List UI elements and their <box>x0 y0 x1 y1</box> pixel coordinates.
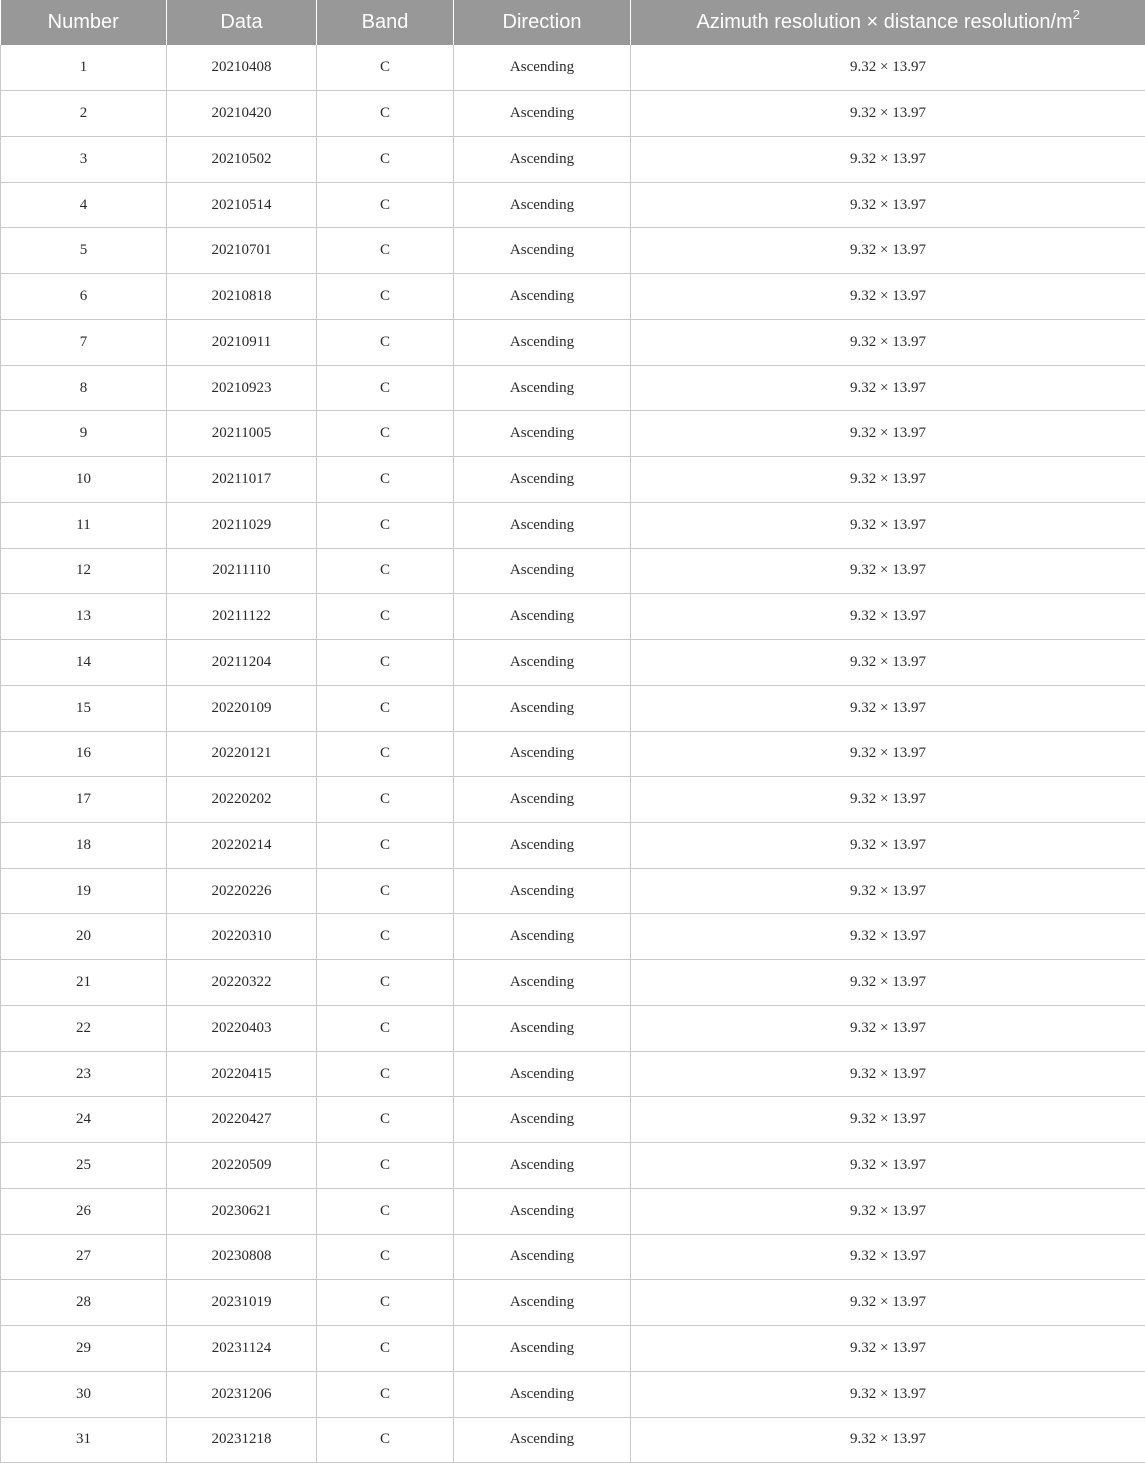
cell-band: C <box>317 274 454 320</box>
cell-number: 28 <box>1 1280 167 1326</box>
cell-resolution: 9.32 × 13.97 <box>631 1143 1145 1189</box>
cell-data: 20220202 <box>167 777 317 823</box>
table-row <box>1 685 1145 731</box>
cell-number: 17 <box>1 777 167 823</box>
cell-resolution: 9.32 × 13.97 <box>631 1005 1145 1051</box>
cell-data: 20220121 <box>167 731 317 777</box>
cell-data: 20230621 <box>167 1188 317 1234</box>
table-row <box>1 731 1145 777</box>
cell-band: C <box>317 457 454 503</box>
cell-number: 5 <box>1 228 167 274</box>
cell-band: C <box>317 182 454 228</box>
cell-data: 20220109 <box>167 685 317 731</box>
cell-resolution: 9.32 × 13.97 <box>631 365 1145 411</box>
table-row <box>1 1097 1145 1143</box>
cell-number: 6 <box>1 274 167 320</box>
table-header <box>1 0 1145 45</box>
cell-band: C <box>317 868 454 914</box>
cell-direction: Ascending <box>454 411 631 457</box>
cell-data: 20210408 <box>167 45 317 91</box>
table-row <box>1 1234 1145 1280</box>
cell-number: 30 <box>1 1371 167 1417</box>
cell-data: 20211204 <box>167 640 317 686</box>
table-row <box>1 411 1145 457</box>
cell-direction: Ascending <box>454 685 631 731</box>
cell-data: 20211110 <box>167 548 317 594</box>
cell-number: 22 <box>1 1005 167 1051</box>
cell-direction: Ascending <box>454 640 631 686</box>
cell-resolution: 9.32 × 13.97 <box>631 136 1145 182</box>
cell-resolution: 9.32 × 13.97 <box>631 45 1145 91</box>
cell-resolution: 9.32 × 13.97 <box>631 502 1145 548</box>
cell-number: 8 <box>1 365 167 411</box>
table-row <box>1 457 1145 503</box>
cell-band: C <box>317 822 454 868</box>
cell-data: 20210818 <box>167 274 317 320</box>
cell-band: C <box>317 685 454 731</box>
cell-number: 18 <box>1 822 167 868</box>
table-row <box>1 914 1145 960</box>
cell-resolution: 9.32 × 13.97 <box>631 411 1145 457</box>
cell-band: C <box>317 548 454 594</box>
cell-data: 20231218 <box>167 1417 317 1463</box>
cell-band: C <box>317 45 454 91</box>
cell-number: 23 <box>1 1051 167 1097</box>
table-row <box>1 274 1145 320</box>
cell-resolution: 9.32 × 13.97 <box>631 548 1145 594</box>
cell-band: C <box>317 1188 454 1234</box>
cell-band: C <box>317 640 454 686</box>
cell-data: 20211005 <box>167 411 317 457</box>
table-row <box>1 365 1145 411</box>
cell-resolution: 9.32 × 13.97 <box>631 914 1145 960</box>
header-data: Data <box>167 0 317 45</box>
cell-direction: Ascending <box>454 1097 631 1143</box>
cell-band: C <box>317 319 454 365</box>
cell-data: 20220310 <box>167 914 317 960</box>
header-resolution <box>631 0 1145 45</box>
cell-data: 20220509 <box>167 1143 317 1189</box>
cell-direction: Ascending <box>454 594 631 640</box>
cell-direction: Ascending <box>454 777 631 823</box>
cell-number: 25 <box>1 1143 167 1189</box>
cell-band: C <box>317 1280 454 1326</box>
cell-direction: Ascending <box>454 136 631 182</box>
cell-data: 20220415 <box>167 1051 317 1097</box>
table-row <box>1 1188 1145 1234</box>
cell-direction: Ascending <box>454 1234 631 1280</box>
cell-band: C <box>317 1326 454 1372</box>
cell-resolution: 9.32 × 13.97 <box>631 1097 1145 1143</box>
cell-direction: Ascending <box>454 1005 631 1051</box>
table-row <box>1 777 1145 823</box>
table-row <box>1 91 1145 137</box>
table-row <box>1 136 1145 182</box>
table-row <box>1 822 1145 868</box>
table-row <box>1 960 1145 1006</box>
cell-number: 1 <box>1 45 167 91</box>
table-row <box>1 45 1145 91</box>
cell-number: 29 <box>1 1326 167 1372</box>
cell-number: 14 <box>1 640 167 686</box>
cell-resolution: 9.32 × 13.97 <box>631 640 1145 686</box>
cell-band: C <box>317 1417 454 1463</box>
cell-band: C <box>317 914 454 960</box>
cell-direction: Ascending <box>454 91 631 137</box>
cell-number: 9 <box>1 411 167 457</box>
cell-resolution: 9.32 × 13.97 <box>631 457 1145 503</box>
cell-number: 4 <box>1 182 167 228</box>
table-row <box>1 182 1145 228</box>
cell-band: C <box>317 1097 454 1143</box>
table-row <box>1 1326 1145 1372</box>
cell-direction: Ascending <box>454 1051 631 1097</box>
cell-direction: Ascending <box>454 914 631 960</box>
cell-data: 20210911 <box>167 319 317 365</box>
cell-direction: Ascending <box>454 731 631 777</box>
cell-data: 20210420 <box>167 91 317 137</box>
cell-resolution: 9.32 × 13.97 <box>631 274 1145 320</box>
cell-resolution: 9.32 × 13.97 <box>631 1280 1145 1326</box>
cell-resolution: 9.32 × 13.97 <box>631 228 1145 274</box>
cell-band: C <box>317 1005 454 1051</box>
cell-data: 20231019 <box>167 1280 317 1326</box>
cell-resolution: 9.32 × 13.97 <box>631 1417 1145 1463</box>
table-row <box>1 1417 1145 1463</box>
cell-direction: Ascending <box>454 319 631 365</box>
cell-number: 27 <box>1 1234 167 1280</box>
cell-band: C <box>317 594 454 640</box>
cell-data: 20220403 <box>167 1005 317 1051</box>
cell-band: C <box>317 411 454 457</box>
cell-band: C <box>317 502 454 548</box>
header-resolution-text: Azimuth resolution × distance resolution/m <box>696 11 1073 33</box>
cell-data: 20220427 <box>167 1097 317 1143</box>
cell-data: 20211122 <box>167 594 317 640</box>
cell-band: C <box>317 1371 454 1417</box>
table-row <box>1 1143 1145 1189</box>
cell-direction: Ascending <box>454 457 631 503</box>
cell-direction: Ascending <box>454 228 631 274</box>
cell-direction: Ascending <box>454 365 631 411</box>
header-resolution-superscript: 2 <box>1072 7 1081 22</box>
cell-band: C <box>317 1051 454 1097</box>
cell-number: 16 <box>1 731 167 777</box>
cell-resolution: 9.32 × 13.97 <box>631 1234 1145 1280</box>
cell-resolution: 9.32 × 13.97 <box>631 822 1145 868</box>
header-row <box>1 0 1145 45</box>
cell-band: C <box>317 731 454 777</box>
cell-number: 13 <box>1 594 167 640</box>
cell-direction: Ascending <box>454 502 631 548</box>
cell-resolution: 9.32 × 13.97 <box>631 731 1145 777</box>
header-band: Band <box>317 0 454 45</box>
table-row <box>1 640 1145 686</box>
cell-direction: Ascending <box>454 1326 631 1372</box>
cell-band: C <box>317 960 454 1006</box>
table-row <box>1 228 1145 274</box>
table-row <box>1 1051 1145 1097</box>
cell-band: C <box>317 1234 454 1280</box>
cell-number: 7 <box>1 319 167 365</box>
cell-data: 20210701 <box>167 228 317 274</box>
table-row <box>1 1280 1145 1326</box>
cell-number: 3 <box>1 136 167 182</box>
cell-number: 11 <box>1 502 167 548</box>
cell-data: 20231206 <box>167 1371 317 1417</box>
cell-number: 20 <box>1 914 167 960</box>
header-direction: Direction <box>454 0 631 45</box>
cell-data: 20220214 <box>167 822 317 868</box>
cell-data: 20220322 <box>167 960 317 1006</box>
table-row <box>1 1005 1145 1051</box>
cell-number: 15 <box>1 685 167 731</box>
cell-number: 2 <box>1 91 167 137</box>
table-body <box>1 45 1145 1463</box>
cell-resolution: 9.32 × 13.97 <box>631 777 1145 823</box>
table-row <box>1 502 1145 548</box>
cell-resolution: 9.32 × 13.97 <box>631 1326 1145 1372</box>
cell-direction: Ascending <box>454 868 631 914</box>
cell-data: 20231124 <box>167 1326 317 1372</box>
cell-direction: Ascending <box>454 822 631 868</box>
cell-number: 31 <box>1 1417 167 1463</box>
cell-data: 20220226 <box>167 868 317 914</box>
cell-band: C <box>317 228 454 274</box>
cell-band: C <box>317 136 454 182</box>
cell-number: 12 <box>1 548 167 594</box>
cell-resolution: 9.32 × 13.97 <box>631 1051 1145 1097</box>
cell-resolution: 9.32 × 13.97 <box>631 960 1145 1006</box>
table-row <box>1 594 1145 640</box>
cell-resolution: 9.32 × 13.97 <box>631 594 1145 640</box>
cell-direction: Ascending <box>454 274 631 320</box>
cell-resolution: 9.32 × 13.97 <box>631 182 1145 228</box>
cell-direction: Ascending <box>454 960 631 1006</box>
cell-data: 20210923 <box>167 365 317 411</box>
cell-number: 21 <box>1 960 167 1006</box>
cell-direction: Ascending <box>454 1417 631 1463</box>
cell-number: 26 <box>1 1188 167 1234</box>
header-number: Number <box>1 0 167 45</box>
cell-direction: Ascending <box>454 45 631 91</box>
cell-data: 20210502 <box>167 136 317 182</box>
table-row <box>1 1371 1145 1417</box>
cell-direction: Ascending <box>454 548 631 594</box>
cell-resolution: 9.32 × 13.97 <box>631 1371 1145 1417</box>
cell-number: 10 <box>1 457 167 503</box>
cell-resolution: 9.32 × 13.97 <box>631 1188 1145 1234</box>
cell-number: 24 <box>1 1097 167 1143</box>
table-row <box>1 319 1145 365</box>
table-row <box>1 548 1145 594</box>
cell-band: C <box>317 91 454 137</box>
cell-resolution: 9.32 × 13.97 <box>631 868 1145 914</box>
cell-number: 19 <box>1 868 167 914</box>
cell-band: C <box>317 365 454 411</box>
cell-direction: Ascending <box>454 182 631 228</box>
cell-data: 20211029 <box>167 502 317 548</box>
cell-data: 20230808 <box>167 1234 317 1280</box>
table-row <box>1 868 1145 914</box>
cell-data: 20211017 <box>167 457 317 503</box>
cell-direction: Ascending <box>454 1371 631 1417</box>
cell-direction: Ascending <box>454 1280 631 1326</box>
cell-band: C <box>317 1143 454 1189</box>
cell-resolution: 9.32 × 13.97 <box>631 319 1145 365</box>
cell-resolution: 9.32 × 13.97 <box>631 685 1145 731</box>
cell-direction: Ascending <box>454 1143 631 1189</box>
cell-band: C <box>317 777 454 823</box>
cell-data: 20210514 <box>167 182 317 228</box>
cell-resolution: 9.32 × 13.97 <box>631 91 1145 137</box>
cell-direction: Ascending <box>454 1188 631 1234</box>
